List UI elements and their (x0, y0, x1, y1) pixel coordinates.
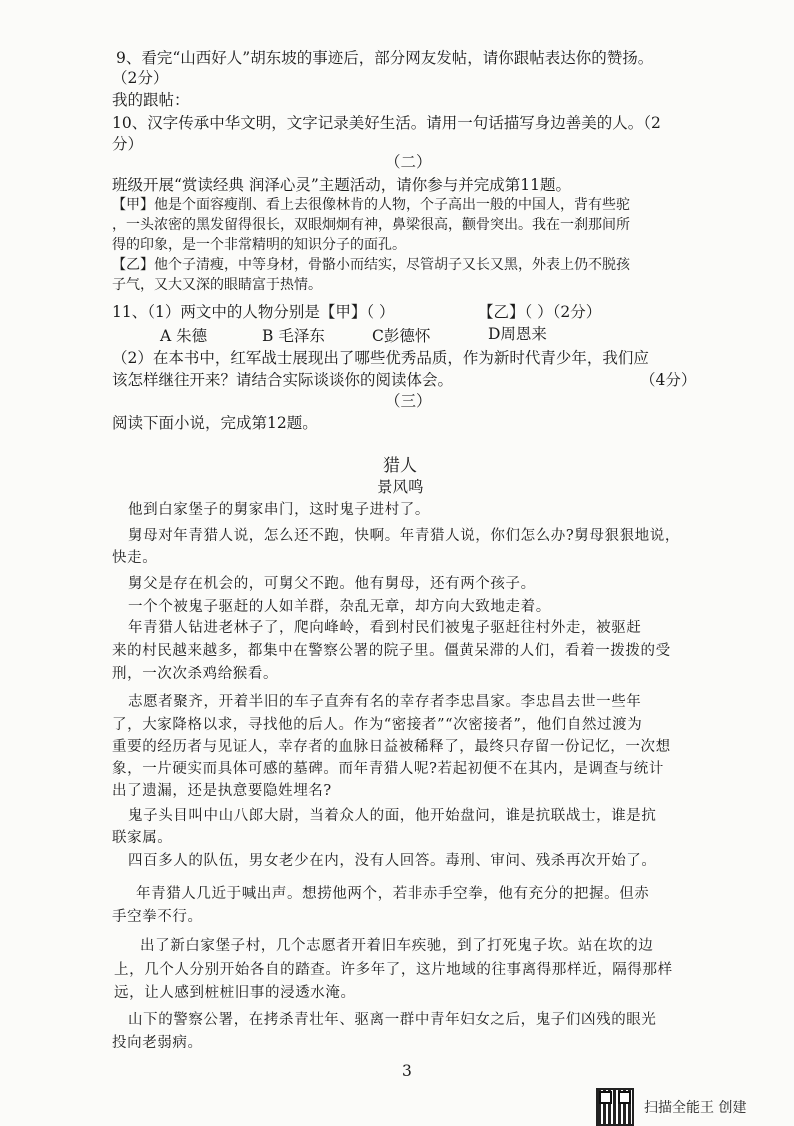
q11-part1-yi: 【乙】（ ）（2分） (478, 303, 602, 321)
passage-yi-line-2: 子气，又大又深的眼睛富于热情。 (112, 277, 322, 293)
q9-line-1: 9、看完“山西好人”胡东坡的事迹后，部分网友发帖，请你跟帖表达你的赞扬。 (116, 49, 654, 67)
story-line: 投向老弱病。 (112, 1035, 203, 1051)
q11-option-a: A 朱德 (160, 327, 208, 345)
story-line: 舅父是存在机会的，可舅父不跑。他有舅母，还有两个孩子。 (128, 576, 536, 592)
section-2-intro: 班级开展“赏读经典 润泽心灵”主题活动，请你参与并完成第11题。 (112, 176, 572, 194)
story-line: 山下的警察公署，在拷杀青壮年、驱离一群中青年妇女之后，鬼子们凶残的眼光 (128, 1012, 657, 1028)
scanner-watermark (596, 1088, 746, 1126)
q10-line-2: 分） (112, 135, 144, 153)
section-2-heading: （二） (385, 153, 432, 171)
q9-answer-label: 我的跟帖： (112, 91, 190, 109)
passage-jia-line-2: ，一头浓密的黑发留得很长，双眼炯炯有神，鼻梁很高，颧骨突出。我在一刹那间所 (112, 217, 630, 233)
story-line: 舅母对年青猎人说，怎么还不跑，快啊。年青猎人说，你们怎么办?舅母狠狠地说， (128, 528, 680, 544)
story-line: 出了新白家堡子村，几个志愿者开着旧车疾驰，到了打死鬼子坎。站在坎的边 (140, 938, 654, 954)
story-author: 景风鸣 (377, 478, 424, 496)
q11-part1-prompt: 11、（1）两文中的人物分别是【甲】（ ） (112, 303, 395, 321)
scanner-credit: 扫描全能王 创建 (644, 1100, 747, 1116)
story-line: 刑，一次次杀鸡给猴看。 (112, 666, 279, 682)
section-3-intro: 阅读下面小说，完成第12题。 (112, 414, 318, 432)
q9-line-2: （2分） (112, 69, 169, 87)
section-3-heading: （三） (385, 392, 432, 410)
story-line: 他到白家堡子的舅家串门，这时鬼子进村了。 (128, 502, 430, 518)
q11-part2-line-2: 该怎样继往开来？请结合实际谈谈你的阅读体会。 (112, 371, 454, 389)
story-line: 鬼子头目叫中山八郎大尉，当着众人的面，他开始盘问，谁是抗联战士，谁是抗 (128, 808, 657, 824)
story-line: 远，让人感到桩桩旧事的浸透水淹。 (114, 985, 356, 1001)
story-line: 一个个被鬼子驱赶的人如羊群，杂乱无章，却方向大致地走着。 (128, 599, 551, 615)
story-title: 猎人 (383, 456, 417, 476)
passage-yi-line-1: 【乙】他个子清瘦，中等身材，骨骼小而结实，尽管胡子又长又黑，外表上仍不脱孩 (112, 257, 630, 273)
story-line: 象，一片硬实而具体可感的墓碑。而年青猎人呢?若起初便不在其内，是调查与统计 (112, 761, 664, 777)
story-line: 了，大家降格以求，寻找他的后人。作为“密接者”“次密接者”，他们自然过渡为 (112, 717, 643, 733)
q11-option-b: B 毛泽东 (262, 327, 325, 345)
passage-jia-line-3: 得的印象，是一个非常精明的知识分子的面孔。 (112, 237, 406, 253)
story-line: 快走。 (112, 550, 158, 566)
story-line: 年青猎人钻进老林子了，爬向峰岭，看到村民们被鬼子驱赶往村外走，被驱赶 (128, 620, 642, 636)
story-line: 年青猎人几近于喊出声。想捞他两个，若非赤手空拳，他有充分的把握。但赤 (136, 886, 650, 902)
story-line: 联家属。 (112, 830, 173, 846)
q11-option-c: C彭德怀 (372, 327, 431, 345)
q11-part2-score: （4分） (640, 371, 697, 389)
story-line: 上，几个人分别开始各自的踏查。许多年了，这片地域的往事离得那样近，隔得那样 (114, 962, 673, 978)
story-line: 来的村民越来越多，都集中在警察公署的院子里。僵黄呆滞的人们，看着一拨拨的受 (112, 643, 671, 659)
q11-option-d: D周恩来 (488, 325, 547, 343)
story-line: 志愿者聚齐，开着半旧的车子直奔有名的幸存者李忠昌家。李忠昌去世一些年 (128, 694, 642, 710)
story-line: 出了遗漏，还是执意要隐姓埋名? (112, 783, 332, 799)
story-line: 手空拳不行。 (112, 909, 203, 925)
story-line: 四百多人的队伍，男女老少在内，没有人回答。毒刑、审问、残杀再次开始了。 (128, 853, 657, 869)
story-line: 重要的经历者与见证人，幸存者的血脉日益被稀释了，最终只存留一份记忆，一次想 (112, 739, 671, 755)
q11-part2-line-1: （2）在本书中，红军战士展现出了哪些优秀品质，作为新时代青少年，我们应 (112, 349, 649, 367)
qr-code-icon (596, 1088, 634, 1126)
page-number: 3 (402, 1062, 412, 1080)
passage-jia-line-1: 【甲】他是个面容瘦削、看上去很像林肯的人物，个子高出一般的中国人，背有些驼 (112, 197, 630, 213)
q10-line-1: 10、汉字传承中华文明，文字记录美好生活。请用一句话描写身边善美的人。（2 (112, 114, 661, 132)
